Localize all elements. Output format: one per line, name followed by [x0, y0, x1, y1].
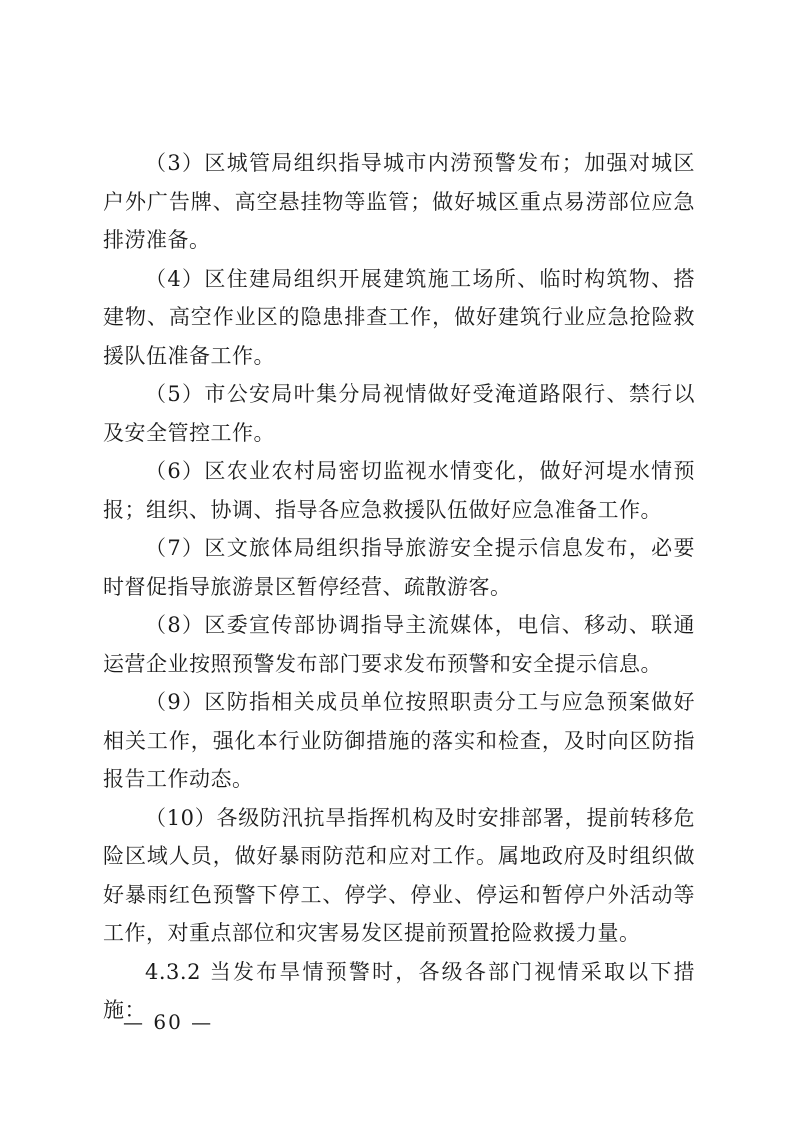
paragraph-item-5: （5）市公安局叶集分局视情做好受淹道路限行、禁行以及安全管控工作。 [103, 382, 695, 445]
page-number: — 60 — [123, 1010, 214, 1034]
paragraph-item-4: （4）区住建局组织开展建筑施工场所、临时构筑物、搭建物、高空作业区的隐患排查工作，做好建筑行业应急抢险救援队伍准备工作。 [103, 266, 695, 368]
paragraph-item-3: （3）区城管局组织指导城市内涝预警发布；加强对城区户外广告牌、高空悬挂物等监管；做好城区重点易涝部位应急排涝准备。 [103, 151, 695, 252]
section-heading-4-3-2: 4.3.2 当发布旱情预警时，各级各部门视情采取以下措施： [103, 959, 695, 1022]
paragraph-item-10: （10）各级防汛抗旱指挥机构及时安排部署，提前转移危险区域人员，做好暴雨防范和应对工作。属地政府及时组织做好暴雨红色预警下停工、停学、停业、停运和暂停户外活动等工作，对重点部位和灾害易发区提前预置抢险救援力量。 [103, 805, 695, 945]
paragraph-item-8: （8）区委宣传部协调指导主流媒体，电信、移动、联通运营企业按照预警发布部门要求发布预警和安全提示信息。 [103, 613, 695, 676]
paragraph-item-9: （9）区防指相关成员单位按照职责分工与应急预案做好相关工作，强化本行业防御措施的落实和检查，及时向区防指报告工作动态。 [103, 690, 695, 791]
paragraph-item-6: （6）区农业农村局密切监视水情变化，做好河堤水情预报；组织、协调、指导各应急救援队伍做好应急准备工作。 [103, 459, 695, 522]
body-text [103, 144, 695, 1030]
paragraph-item-7: （7）区文旅体局组织指导旅游安全提示信息发布，必要时督促指导旅游景区暂停经营、疏散游客。 [103, 536, 695, 599]
